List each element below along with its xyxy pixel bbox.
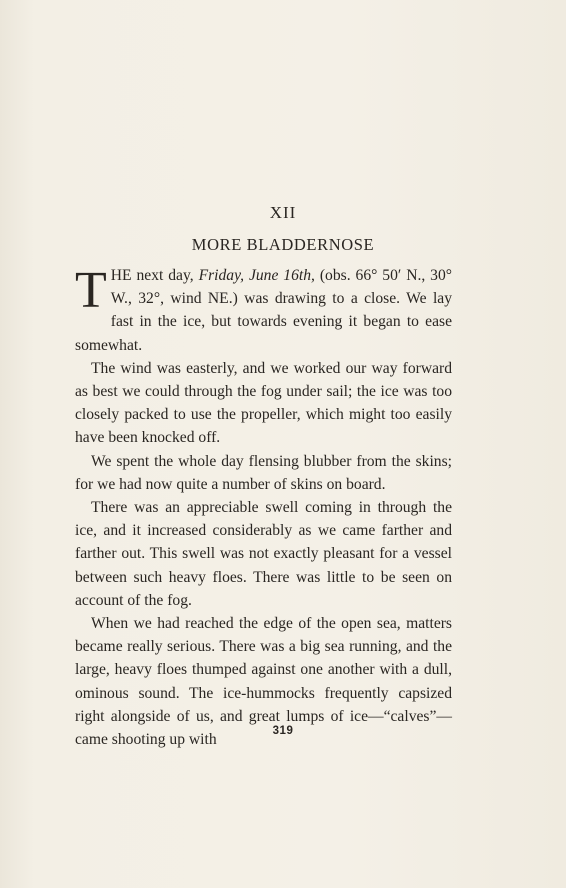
chapter-number: XII — [269, 203, 297, 222]
paragraph-5: When we had reached the edge of the open sea, matters became really serious. There was a big sea running, and the large, heavy floes thumped against one another with a dull, ominous sound. The ice-hummocks frequently capsized right alongside of us, and great lumps of ice—“calves”—came shooting up with — [75, 615, 452, 749]
paragraph-1-rest: (obs. 66° 50′ N., 30° W., 32°, wind NE.) was drawing to a close. We lay fast in the ice, but towards evening it began to ease somewhat. — [75, 267, 452, 354]
page-number: 319 — [272, 725, 294, 737]
paragraph-1 — [75, 264, 452, 357]
drop-cap: T — [75, 262, 107, 319]
paragraph-4: There was an appreciable swell coming in through the ice, and it increased considerably as we came farther and farther out. This swell was not exactly pleasant for a vessel between such heavy floes. There was little to be seen on account of the fog. — [75, 499, 452, 609]
paragraph-1-lead: HE next day, — [110, 267, 199, 284]
chapter-title: MORE BLADDERNOSE — [191, 235, 375, 254]
paragraph-3: We spent the whole day flensing blubber from the skins; for we had now quite a number of skins on board. — [75, 452, 452, 493]
body-text — [75, 264, 452, 751]
date-italic: Friday, June 16th, — [198, 267, 315, 284]
paragraph-2: The wind was easterly, and we worked our way forward as best we could through the fog under sail; the ice was too closely packed to use the propeller, which might too easily have been knocked off. — [75, 359, 452, 447]
